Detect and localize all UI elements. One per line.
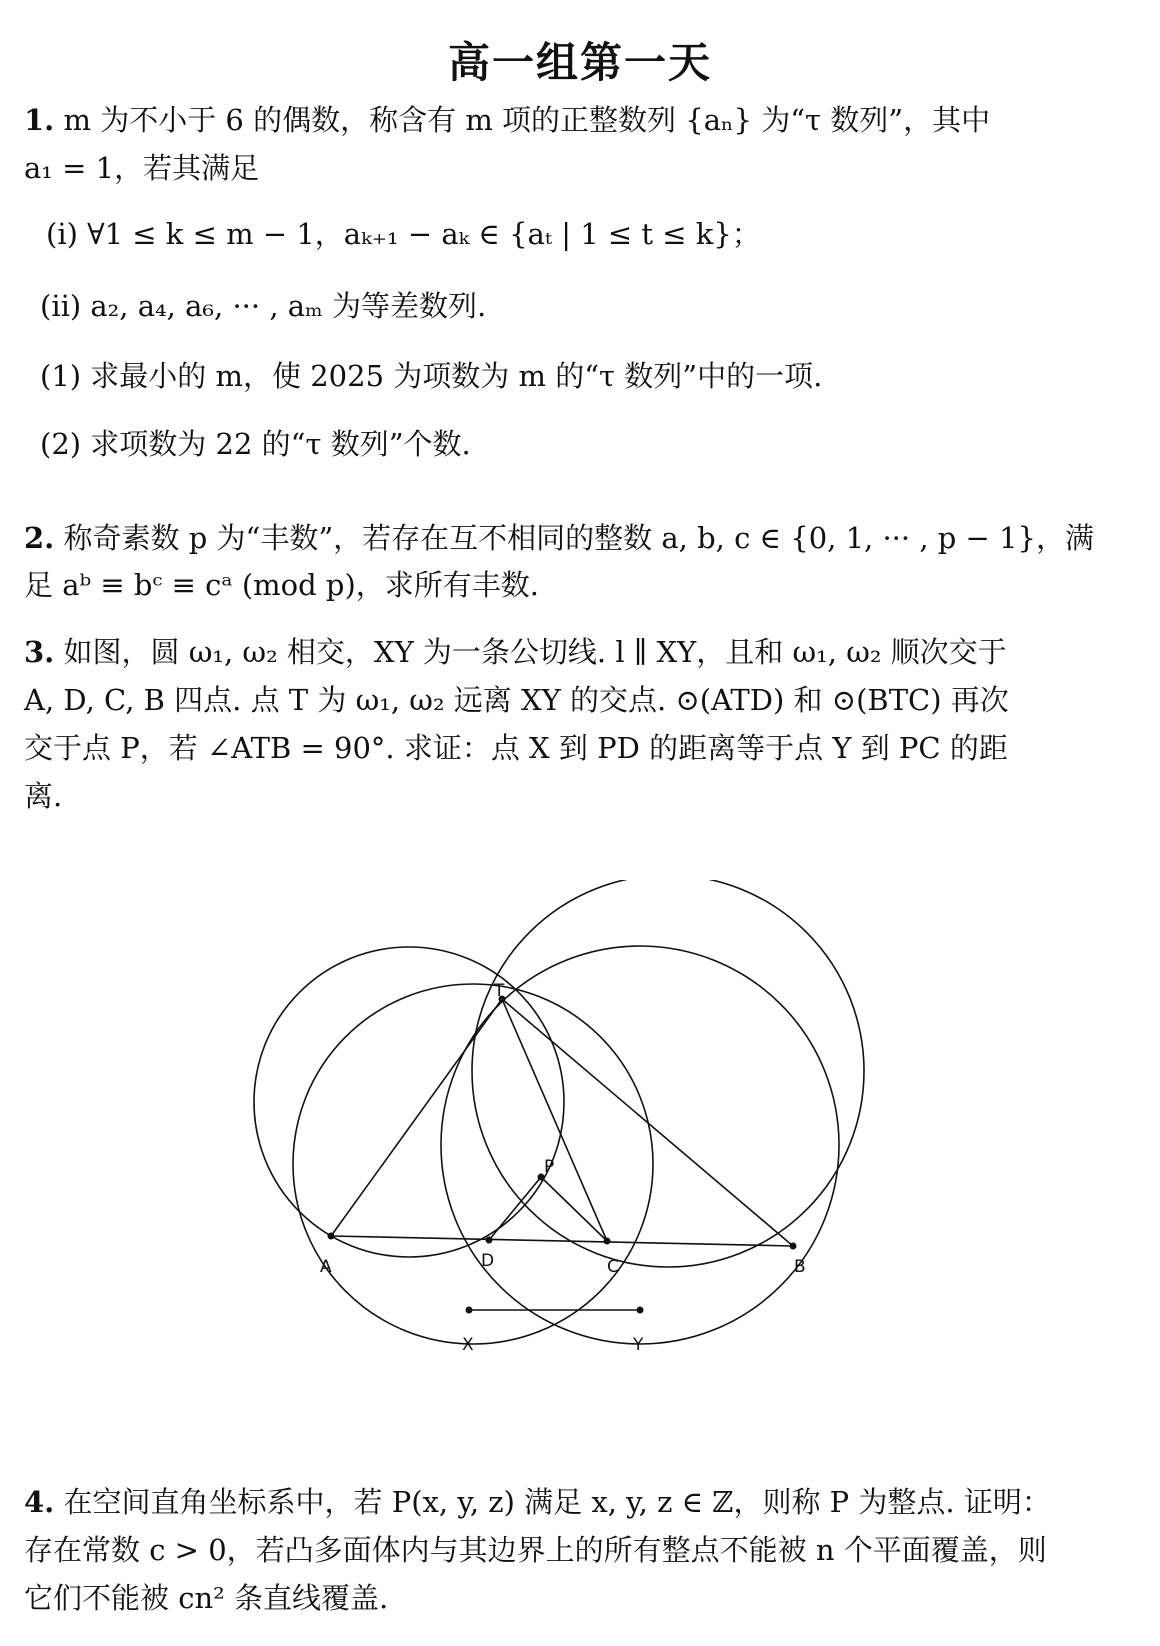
problem-3-text-1: 如图，圆 ω₁, ω₂ 相交，XY 为一条公切线. l ∥ XY，且和 ω₁, ω₂ 顺次交于 <box>63 635 1007 669</box>
segment-PD <box>489 1177 541 1240</box>
problem-4-number: 4. <box>24 1485 55 1519</box>
problem-4-line-3: 它们不能被 cn² 条直线覆盖. <box>24 1581 389 1615</box>
problem-1-line-1 <box>24 100 1136 140</box>
line-l-AB <box>331 1236 793 1246</box>
point-D <box>486 1237 493 1244</box>
point-X <box>466 1307 473 1314</box>
problem-3-line-3: 交于点 P，若 ∠ATB = 90°. 求证：点 X 到 PD 的距离等于点 Y 到 PC 的距 <box>24 731 1008 765</box>
problem-4-line-1 <box>24 1482 1136 1522</box>
problem-1-text-1: m 为不小于 6 的偶数，称含有 m 项的正整数列 {aₙ} 为“τ 数列”，其中 <box>63 103 991 137</box>
problem-2-line-1 <box>24 518 1136 558</box>
segment-TA <box>331 999 502 1236</box>
label-A: A <box>320 1257 332 1277</box>
segment-PC <box>541 1177 607 1241</box>
problem-4-text-1: 在空间直角坐标系中，若 P(x, y, z) 满足 x, y, z ∈ ℤ，则称 P 为整点. 证明： <box>63 1485 1051 1519</box>
label-B: B <box>794 1257 806 1277</box>
problem-1-number: 1. <box>24 103 55 137</box>
label-X: X <box>462 1335 474 1355</box>
geometry-svg <box>0 880 1160 1390</box>
point-Y <box>637 1307 644 1314</box>
problem-3-line-1 <box>24 632 1136 672</box>
label-Y: Y <box>633 1335 644 1355</box>
problem-3-number: 3. <box>24 635 55 669</box>
point-C <box>604 1238 611 1245</box>
problem-1-subquestion-2: (2) 求项数为 22 的“τ 数列”个数. <box>40 427 471 461</box>
circle-omega-2 <box>441 946 839 1344</box>
problem-4-line-2: 存在常数 c > 0，若凸多面体内与其边界上的所有整点不能被 n 个平面覆盖，则 <box>24 1533 1047 1567</box>
label-T: T <box>494 981 505 1001</box>
geometry-figure <box>0 880 1160 1390</box>
problem-1-line-2: a₁ = 1，若其满足 <box>24 151 260 185</box>
problem-3-line-4: 离. <box>24 779 63 813</box>
problem-2-line-2: 足 aᵇ ≡ bᶜ ≡ cᵃ (mod p)，求所有丰数. <box>24 568 539 602</box>
problem-2-number: 2. <box>24 521 55 555</box>
label-C: C <box>607 1257 619 1277</box>
problem-2-text-1: 称奇素数 p 为“丰数”，若存在互不相同的整数 a, b, c ∈ {0, 1, ··· , p − 1}，满 <box>63 521 1094 555</box>
circle-ATD <box>254 947 564 1257</box>
point-B <box>790 1243 797 1250</box>
problem-1-condition-i: (i) ∀1 ≤ k ≤ m − 1，aₖ₊₁ − aₖ ∈ {aₜ | 1 ≤ t ≤ k}； <box>46 217 761 251</box>
point-A <box>328 1233 335 1240</box>
circle-BTC <box>472 880 864 1267</box>
problem-1-subquestion-1: (1) 求最小的 m，使 2025 为项数为 m 的“τ 数列”中的一项. <box>40 359 823 393</box>
problem-3-line-2: A, D, C, B 四点. 点 T 为 ω₁, ω₂ 远离 XY 的交点. ⊙(ATD) 和 ⊙(BTC) 再次 <box>24 683 1009 717</box>
problem-1-condition-ii: (ii) a₂, a₄, a₆, ··· , aₘ 为等差数列. <box>40 289 487 323</box>
label-D: D <box>481 1251 495 1271</box>
label-P: P <box>544 1157 555 1177</box>
page-title: 高一组第一天 <box>447 38 712 87</box>
